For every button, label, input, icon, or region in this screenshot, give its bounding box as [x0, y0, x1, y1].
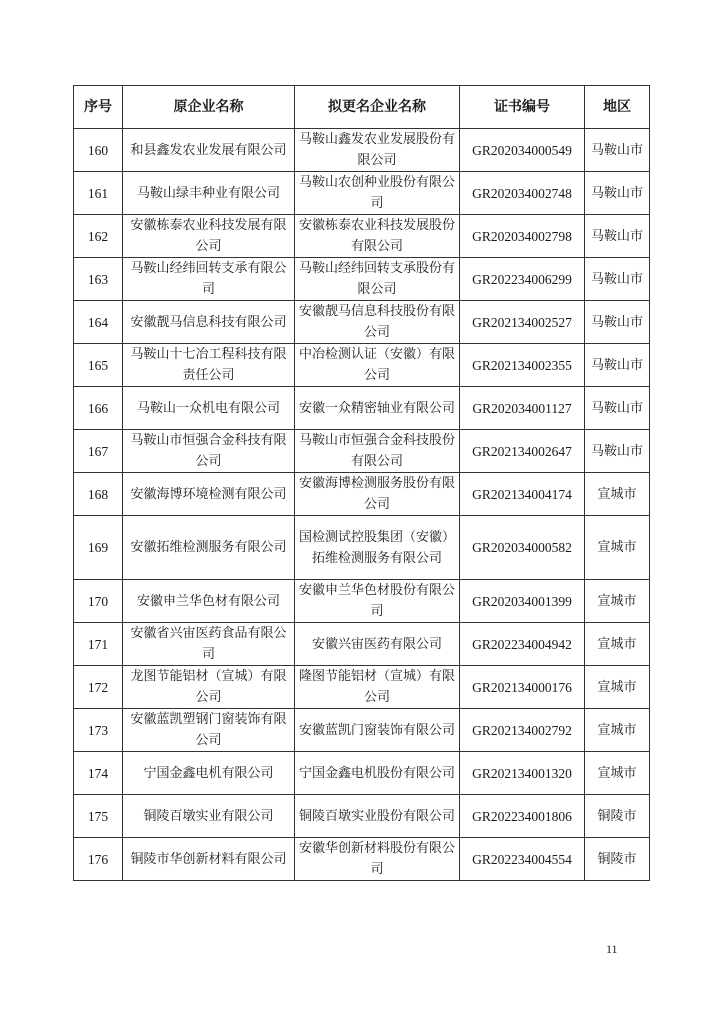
- cell-serial-no: 166: [74, 387, 123, 430]
- table-row: [74, 795, 650, 838]
- cell-region: 铜陵市: [585, 838, 650, 881]
- cell-serial-no: 160: [74, 129, 123, 172]
- cell-original-name: 安徽靓马信息科技有限公司: [123, 301, 295, 344]
- cell-serial-no: 162: [74, 215, 123, 258]
- cell-original-name: 安徽栋泰农业科技发展有限公司: [123, 215, 295, 258]
- cell-original-name: 宁国金鑫电机有限公司: [123, 752, 295, 795]
- cell-region: 宣城市: [585, 623, 650, 666]
- cell-serial-no: 171: [74, 623, 123, 666]
- cell-serial-no: 161: [74, 172, 123, 215]
- cell-certificate-no: GR202034002798: [460, 215, 585, 258]
- cell-serial-no: 170: [74, 580, 123, 623]
- table-row: [74, 580, 650, 623]
- cell-original-name: 安徽蓝凯塑钢门窗装饰有限公司: [123, 709, 295, 752]
- table-row: [74, 473, 650, 516]
- enterprise-rename-table: [73, 85, 650, 881]
- cell-serial-no: 175: [74, 795, 123, 838]
- cell-region: 宣城市: [585, 580, 650, 623]
- cell-original-name: 安徽申兰华色材有限公司: [123, 580, 295, 623]
- table-row: [74, 709, 650, 752]
- table-row: [74, 752, 650, 795]
- table-row: [74, 387, 650, 430]
- cell-certificate-no: GR202134001320: [460, 752, 585, 795]
- cell-certificate-no: GR202134002647: [460, 430, 585, 473]
- cell-certificate-no: GR202134002355: [460, 344, 585, 387]
- cell-serial-no: 174: [74, 752, 123, 795]
- cell-original-name: 马鞍山十七冶工程科技有限责任公司: [123, 344, 295, 387]
- cell-renamed-name: 安徽靓马信息科技股份有限公司: [295, 301, 460, 344]
- table-row: [74, 430, 650, 473]
- cell-original-name: 马鞍山市恒强合金科技有限公司: [123, 430, 295, 473]
- cell-serial-no: 165: [74, 344, 123, 387]
- cell-serial-no: 167: [74, 430, 123, 473]
- table-row: [74, 215, 650, 258]
- cell-original-name: 马鞍山经纬回转支承有限公司: [123, 258, 295, 301]
- cell-renamed-name: 安徽蓝凯门窗装饰有限公司: [295, 709, 460, 752]
- table-row: [74, 666, 650, 709]
- cell-region: 宣城市: [585, 666, 650, 709]
- cell-renamed-name: 安徽兴宙医药有限公司: [295, 623, 460, 666]
- cell-region: 马鞍山市: [585, 129, 650, 172]
- cell-certificate-no: GR202234004942: [460, 623, 585, 666]
- cell-serial-no: 173: [74, 709, 123, 752]
- cell-certificate-no: GR202034001399: [460, 580, 585, 623]
- cell-certificate-no: GR202234006299: [460, 258, 585, 301]
- cell-region: 宣城市: [585, 473, 650, 516]
- table-row: [74, 516, 650, 580]
- cell-region: 宣城市: [585, 752, 650, 795]
- table-row: [74, 172, 650, 215]
- cell-renamed-name: 马鞍山经纬回转支承股份有限公司: [295, 258, 460, 301]
- cell-original-name: 马鞍山一众机电有限公司: [123, 387, 295, 430]
- table-row: [74, 838, 650, 881]
- cell-original-name: 和县鑫发农业发展有限公司: [123, 129, 295, 172]
- cell-region: 马鞍山市: [585, 430, 650, 473]
- cell-region: 铜陵市: [585, 795, 650, 838]
- cell-certificate-no: GR202134002792: [460, 709, 585, 752]
- cell-renamed-name: 安徽栋泰农业科技发展股份有限公司: [295, 215, 460, 258]
- cell-certificate-no: GR202134002527: [460, 301, 585, 344]
- cell-serial-no: 172: [74, 666, 123, 709]
- table-header-row: [74, 86, 650, 129]
- cell-renamed-name: 国检测试控股集团（安徽）拓维检测服务有限公司: [295, 516, 460, 580]
- cell-certificate-no: GR202034002748: [460, 172, 585, 215]
- header-serial-no: 序号: [74, 86, 123, 129]
- cell-renamed-name: 安徽海博检测服务股份有限公司: [295, 473, 460, 516]
- cell-region: 马鞍山市: [585, 258, 650, 301]
- cell-serial-no: 164: [74, 301, 123, 344]
- cell-region: 马鞍山市: [585, 215, 650, 258]
- cell-certificate-no: GR202234001806: [460, 795, 585, 838]
- cell-original-name: 安徽拓维检测服务有限公司: [123, 516, 295, 580]
- table-row: [74, 129, 650, 172]
- cell-region: 马鞍山市: [585, 387, 650, 430]
- cell-region: 马鞍山市: [585, 344, 650, 387]
- cell-renamed-name: 安徽华创新材料股份有限公司: [295, 838, 460, 881]
- cell-original-name: 马鞍山绿丰种业有限公司: [123, 172, 295, 215]
- cell-serial-no: 163: [74, 258, 123, 301]
- cell-original-name: 安徽省兴宙医药食品有限公司: [123, 623, 295, 666]
- cell-region: 宣城市: [585, 709, 650, 752]
- cell-renamed-name: 安徽申兰华色材股份有限公司: [295, 580, 460, 623]
- cell-original-name: 铜陵百墩实业有限公司: [123, 795, 295, 838]
- cell-serial-no: 176: [74, 838, 123, 881]
- cell-region: 马鞍山市: [585, 301, 650, 344]
- cell-renamed-name: 宁国金鑫电机股份有限公司: [295, 752, 460, 795]
- table-row: [74, 623, 650, 666]
- header-region: 地区: [585, 86, 650, 129]
- cell-region: 马鞍山市: [585, 172, 650, 215]
- cell-renamed-name: 铜陵百墩实业股份有限公司: [295, 795, 460, 838]
- cell-original-name: 安徽海博环境检测有限公司: [123, 473, 295, 516]
- cell-renamed-name: 安徽一众精密轴业有限公司: [295, 387, 460, 430]
- cell-renamed-name: 隆图节能铝材（宣城）有限公司: [295, 666, 460, 709]
- table-row: [74, 301, 650, 344]
- cell-certificate-no: GR202134000176: [460, 666, 585, 709]
- cell-certificate-no: GR202234004554: [460, 838, 585, 881]
- header-renamed-name: 拟更名企业名称: [295, 86, 460, 129]
- cell-renamed-name: 马鞍山市恒强合金科技股份有限公司: [295, 430, 460, 473]
- cell-original-name: 龙图节能铝材（宣城）有限公司: [123, 666, 295, 709]
- cell-certificate-no: GR202134004174: [460, 473, 585, 516]
- header-original-name: 原企业名称: [123, 86, 295, 129]
- cell-renamed-name: 马鞍山鑫发农业发展股份有限公司: [295, 129, 460, 172]
- cell-renamed-name: 马鞍山农创种业股份有限公司: [295, 172, 460, 215]
- cell-serial-no: 168: [74, 473, 123, 516]
- page-number: 11: [606, 942, 618, 956]
- table-row: [74, 344, 650, 387]
- cell-region: 宣城市: [585, 516, 650, 580]
- cell-certificate-no: GR202034001127: [460, 387, 585, 430]
- cell-original-name: 铜陵市华创新材料有限公司: [123, 838, 295, 881]
- table-row: [74, 258, 650, 301]
- cell-renamed-name: 中冶检测认证（安徽）有限公司: [295, 344, 460, 387]
- header-certificate-no: 证书编号: [460, 86, 585, 129]
- cell-serial-no: 169: [74, 516, 123, 580]
- cell-certificate-no: GR202034000549: [460, 129, 585, 172]
- cell-certificate-no: GR202034000582: [460, 516, 585, 580]
